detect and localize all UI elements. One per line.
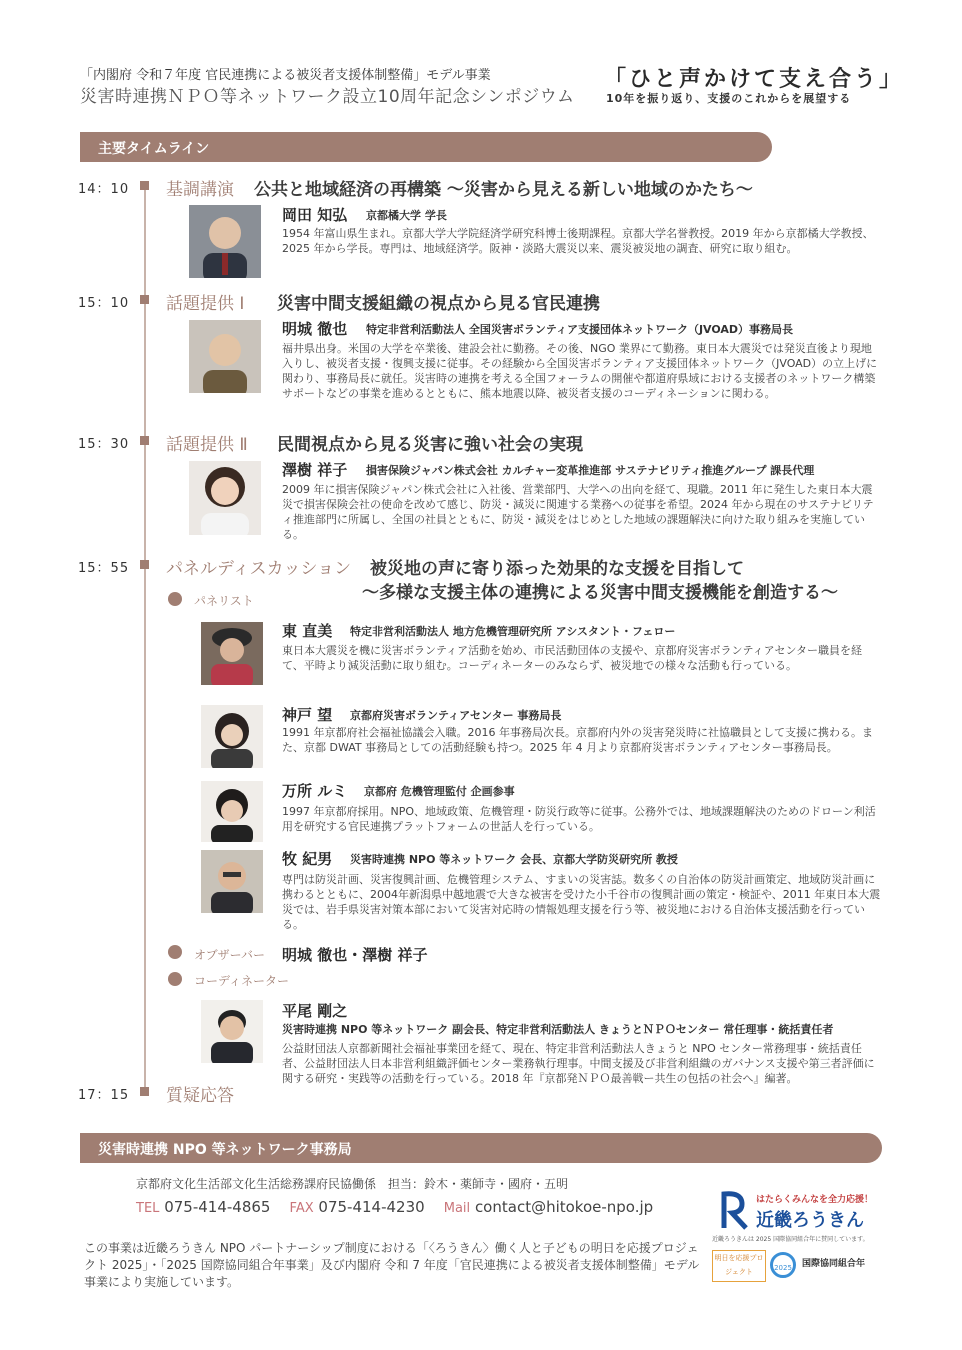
session-title: 公共と地域経済の再構築 〜災害から見える新しい地域のかたち〜: [254, 180, 753, 200]
mail-link[interactable]: contact@hitokoe-npo.jp: [474, 1198, 654, 1216]
session-kind: 話題提供 Ⅰ: [166, 294, 245, 314]
fax-label: FAX: [289, 1201, 314, 1216]
coordinator-bio: 公益財団法人京都新聞社会福祉事業団を経て、現在、特定非営利活動法人きょうと NPO センター常務理事・統括責任者、公益財団法人日本非営利組織評価センター業務執行理事。中間支援及び非営利組織のガバナンス支援や第三者評価に関する研究・実践等の活動を行っている。2018 年『京都発ＮＰＯ最善戦ー共生の包括の社会へ』編著。: [282, 1042, 875, 1085]
office-title: 災害時連携 NPO 等ネットワーク事務局: [98, 1142, 352, 1158]
session-kind: 基調講演: [166, 180, 234, 200]
person-icon: [168, 945, 182, 959]
coordinator-label: コーディネーター: [194, 974, 290, 988]
mail-label: Mail: [443, 1201, 471, 1216]
panelist-photo: [201, 705, 263, 768]
fax-number: 075-414-4230: [318, 1198, 425, 1216]
header-line1: 「内閣府 令和７年度 官民連携による被災者支援体制整備」モデル事業: [80, 68, 491, 83]
rokin-logo-icon: [712, 1188, 752, 1232]
person-icon: [168, 592, 182, 606]
panelist-photo: [201, 850, 263, 913]
panel-title: 被災地の声に寄り添った効果的な支援を目指して: [370, 559, 744, 579]
session-kind: 質疑応答: [166, 1086, 234, 1106]
iyc-logo-icon: 2025: [770, 1252, 796, 1278]
speaker-bio: 1954 年富山県生まれ。京都大学大学院経済学研究科博士後期課程。京都大学名誉教授。2019 年から京都橘大学教授、2025 年から学長。専門は、地域経済学。阪神・淡路大震災以来、震災被災地の調査、研究に取り組む。: [282, 227, 874, 255]
panelist-name: 東 直美: [282, 622, 333, 640]
rokin-subtext: 近畿ろうきんは 2025 国際協同組合年に賛同しています。: [712, 1236, 869, 1243]
iyc-label: 国際協同組合年: [802, 1259, 866, 1269]
timeline-marker: [140, 1087, 149, 1096]
coordinator-affiliation: 災害時連携 NPO 等ネットワーク 副会長、特定非営利活動法人 きょうとＮＰＯセンター 常任理事・統括責任者: [282, 1023, 834, 1036]
office-contact: [136, 1198, 653, 1216]
timeline-label: 主要タイムライン: [98, 141, 210, 157]
panelist-name: 神戸 望: [282, 706, 333, 724]
timeline-marker: [140, 436, 149, 445]
speaker-affiliation: 損害保険ジャパン株式会社 カルチャー変革推進部 サステナビリティ推進グループ 課長代理: [366, 464, 815, 477]
subslogan: 10年を振り返り、支援のこれからを展望する: [606, 92, 852, 105]
observer-names: 明城 徹也・澤樹 祥子: [282, 946, 428, 964]
rokin-name: 近畿ろうきん: [756, 1210, 864, 1231]
session-time: 17：15: [78, 1088, 130, 1103]
panelist-photo: [201, 781, 263, 842]
session-title: 民間視点から見る災害に強い社会の実現: [277, 435, 583, 455]
session-time: 14：10: [78, 182, 130, 197]
panelist-affiliation: 特定非営利活動法人 地方危機管理研究所 アシスタント・フェロー: [350, 625, 676, 638]
panelist-label: パネリスト: [194, 594, 254, 608]
session-title: 災害中間支援組織の視点から見る官民連携: [277, 294, 600, 314]
session-kind: パネルディスカッション: [166, 559, 352, 579]
panelist-affiliation: 災害時連携 NPO 等ネットワーク 会長、京都大学防災研究所 教授: [350, 853, 678, 866]
speaker-bio: 福井県出身。米国の大学を卒業後、建設会社に勤務。その後、NGO 業界にて勤務。東日本大震災では発災直後より現地入りし、被災者支援・復興支援に従事。その経験から全国災害ボランティア支援団体ネットワーク（JVOAD）の立上げに関わり、事務局長に就任。災害時の連携を考える全国フォーラムの開催や都道府県域における支援者のネットワーク構築サポートなどの事業を進めるとともに、熊本地震以降、被災者支援のコーディネーションに関わる。: [282, 342, 878, 400]
timeline-line: [144, 185, 146, 1093]
panelist-name: 万所 ルミ: [282, 782, 348, 800]
panelist-bio: 1991 年京都府社会福祉協議会入職。2016 年事務局次長。京都府内外の災害発災時に社協職員として支援に携わる。また、京都 DWAT 事務局としての活動経験も持つ。2025 年 4 月より京都府災害ボランティアセンター事務局長。: [282, 726, 873, 754]
panel-subtitle: 〜多様な支援主体の連携による災害中間支援機能を創造する〜: [362, 583, 838, 603]
panelist-bio: 専門は防災計画、災害復興計画、危機管理システム、すまいの災害誌。数多くの自治体の防災計画策定、地域防災計画に携わるとともに、2004年新潟県中越地震で大きな被害を受けた小千谷市の復興計画の策定・検証や、2011 年東日本大震災では、岩手県災害対策本部において災害対応時の情報処理支援を行う等、被災地における自治体支援活動を行っている。: [282, 873, 881, 931]
footnote: この事業は近畿ろうきん NPO パートナーシップ制度における「〈ろうきん〉働く人と子どもの明日を応援プロジェクト 2025」・「2025 国際協同組合年事業」及び内閣府 令和 7 年度「官民連携による被災者支援体制整備」モデル事業により実施しています。: [84, 1241, 700, 1289]
panelist-photo: [201, 622, 263, 685]
observer-label: オブザーバー: [194, 948, 266, 962]
panelist-bio: 1997 年京都府採用。NPO、地域政策、危機管理・防災行政等に従事。公務外では、地域課題解決のためのドローン利活用を研究する官民連携プラットフォームの世話人を行っている。: [282, 805, 876, 833]
speaker-photo: [189, 320, 261, 393]
speaker-photo: [189, 205, 261, 278]
panelist-bio: 東日本大震災を機に災害ボランティア活動を始め、市民活動団体の支援や、京都府災害ボランティアセンター職員を経て、平時より減災活動に取り組む。コーディネーターのみならず、被災地での様々な活動も行っている。: [282, 644, 863, 672]
session-time: 15：10: [78, 296, 130, 311]
speaker-photo: [189, 461, 261, 535]
speaker-bio: 2009 年に損害保険ジャパン株式会社に入社後、営業部門、大学への出向を経て、現職。2011 年に発生した東日本大震災で損害保険会社の使命を改めて感じ、防災・減災に関連する業務への従事を希望。2024 年から現在のサステナビリティ推進部門に所属し、全国の社員とともに、防災・減災をはじめとした地域の課題解決に向けた取り組みを実施している。: [282, 483, 874, 541]
speaker-name: 明城 徹也: [282, 320, 348, 338]
timeline-marker: [140, 295, 149, 304]
timeline-marker: [140, 560, 149, 569]
rokin-tagline: はたらくみんなを全力応援！: [756, 1195, 874, 1205]
session-time: 15：30: [78, 437, 130, 452]
coordinator-name: 平尾 剛之: [282, 1002, 348, 1020]
speaker-name: 岡田 知弘: [282, 206, 348, 224]
coordinator-photo: [201, 1000, 263, 1063]
slogan: 「ひと声かけて支え合う」: [604, 67, 905, 92]
sponsor-logos: [712, 1188, 884, 1288]
ear-icon: [168, 972, 182, 986]
tel-label: TEL: [136, 1201, 160, 1216]
speaker-affiliation: 特定非営利活動法人 全国災害ボランティア支援団体ネットワーク（JVOAD）事務局長: [366, 323, 794, 336]
office-dept: 京都府文化生活部文化生活総務課府民協働係 担当：鈴木・薬師寺・國府・五明: [136, 1177, 569, 1191]
speaker-affiliation: 京都橘大学 学長: [366, 209, 447, 222]
tel-number[interactable]: 075-414-4865: [164, 1198, 271, 1216]
project-logo: 明日を応援プロジェクト: [712, 1250, 766, 1282]
header-line2: 災害時連携ＮＰＯ等ネットワーク設立10周年記念シンポジウム: [80, 87, 575, 107]
timeline-marker: [140, 181, 149, 190]
panelist-name: 牧 紀男: [282, 850, 333, 868]
speaker-name: 澤樹 祥子: [282, 461, 348, 479]
session-kind: 話題提供 Ⅱ: [166, 435, 248, 455]
panelist-affiliation: 京都府災害ボランティアセンター 事務局長: [350, 709, 562, 722]
session-time: 15：55: [78, 561, 130, 576]
panelist-affiliation: 京都府 危機管理監付 企画参事: [364, 785, 515, 798]
